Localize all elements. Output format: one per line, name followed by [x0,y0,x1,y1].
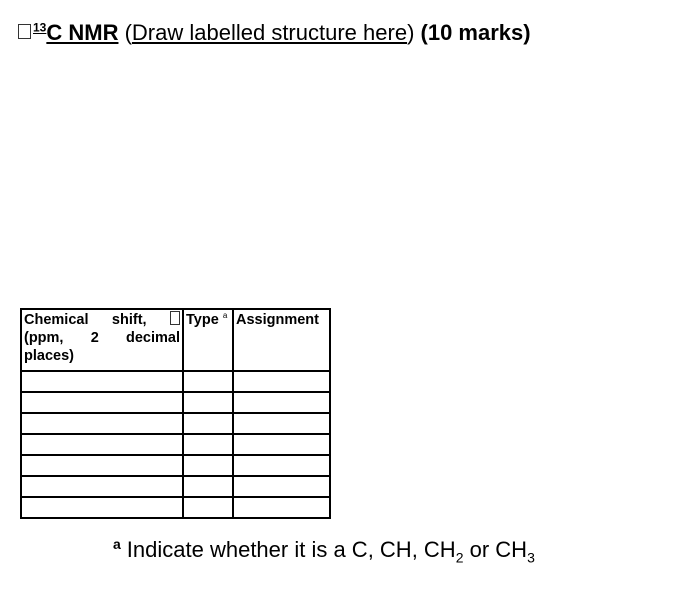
missing-glyph-icon [170,311,180,325]
header-shift-label: Chemical shift, [24,312,147,328]
shift-cell[interactable] [21,497,183,518]
draw-instruction: Draw labelled structure here [131,20,408,45]
section-heading [18,18,531,48]
shift-cell[interactable] [21,371,183,392]
table-row [21,497,330,518]
paren-open: ( [124,20,132,45]
footnote [113,536,535,564]
nmr-table [20,308,331,519]
assignment-cell[interactable] [233,455,330,476]
table-row [21,371,330,392]
assignment-cell[interactable] [233,371,330,392]
header-type-footnote-mark: a [222,311,228,321]
table-header-row [21,309,330,371]
header-shift-units: (ppm, 2 decimal places) [24,330,180,364]
footnote-text: Indicate whether it is a C, CH, CH [126,537,456,562]
shift-cell[interactable] [21,413,183,434]
type-cell[interactable] [183,413,233,434]
type-cell[interactable] [183,434,233,455]
table-row [21,413,330,434]
assignment-cell[interactable] [233,392,330,413]
marks-label: (10 marks) [420,20,531,45]
header-assignment-label: Assignment [236,312,319,328]
shift-cell[interactable] [21,455,183,476]
table-row [21,392,330,413]
footnote-subscript-3: 3 [527,549,535,566]
table-row [21,476,330,497]
shift-cell[interactable] [21,434,183,455]
type-cell[interactable] [183,371,233,392]
shift-cell[interactable] [21,476,183,497]
shift-cell[interactable] [21,392,183,413]
header-assignment [233,309,330,371]
type-cell[interactable] [183,476,233,497]
footnote-mark: a [113,535,121,552]
type-cell[interactable] [183,455,233,476]
table-row [21,455,330,476]
type-cell[interactable] [183,392,233,413]
assignment-cell[interactable] [233,497,330,518]
paren-close: ) [407,20,415,45]
assignment-cell[interactable] [233,476,330,497]
heading-title: C NMR [46,20,119,45]
type-cell[interactable] [183,497,233,518]
table-row [21,434,330,455]
header-type-label: Type [186,312,219,328]
footnote-text-mid: or CH [463,537,528,562]
isotope-superscript: 13 [33,20,47,35]
assignment-cell[interactable] [233,413,330,434]
header-type [183,309,233,371]
header-chemical-shift [21,309,183,371]
footnote-subscript-2: 2 [455,549,464,566]
missing-glyph-icon [18,24,31,39]
assignment-cell[interactable] [233,434,330,455]
